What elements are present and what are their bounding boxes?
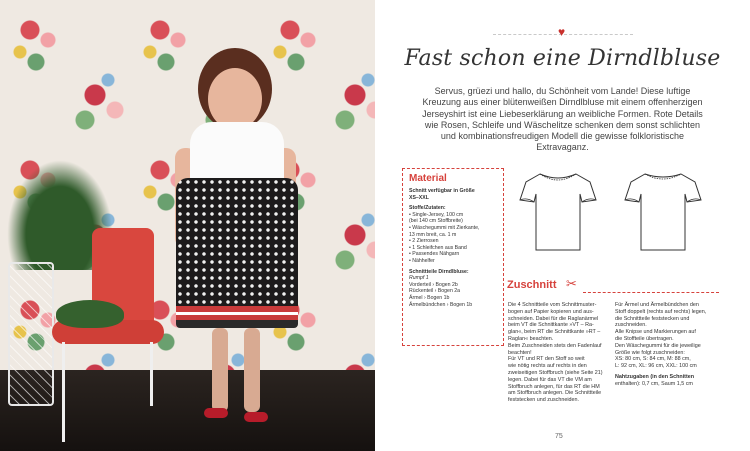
- page-number: 75: [555, 433, 563, 440]
- text-line: zweiseitigen Stoffbruch (siehe Seite 21): [508, 369, 603, 376]
- material-line: (bei 140 cm Stoffbreite): [409, 218, 463, 225]
- text-line: die Stoffteile übertragen.: [615, 335, 674, 342]
- material-heading: Material: [409, 173, 447, 184]
- intro-paragraph: Servus, grüezi und hallo, du Schönheit vom Lande! Diese luftige Kreuzung aus einer blütenweißen Dirndlbluse mit einem offenherzigen Jerseyshirt ist eine Liebeserklärung an weibliche Formen. Rote Details wie Rosen, Schleife und Wäschelitze schenken dem sonst schlichten und kombinationsfreudigen Modell die gewisse folkloristische Extravaganz.: [422, 86, 703, 153]
- text-line: feststecken und zuschneiden.: [508, 397, 580, 404]
- chair-leg: [62, 342, 65, 442]
- text-line: enthalten): 0,7 cm, Saum 1,5 cm: [615, 380, 693, 387]
- text-line: Für Ärmel und Ärmelbündchen den: [615, 302, 699, 308]
- text-line: Stoff doppelt (rechts auf rechts) legen,: [615, 308, 707, 315]
- material-line: • 2 Zierrosen: [409, 238, 439, 245]
- material-line: Rumpf 1: [409, 275, 429, 282]
- heart-icon: ♥: [558, 25, 566, 39]
- text-line: legen. Dabei für das VT die VM am: [508, 376, 592, 383]
- material-line: Schnittteile Dirndlbluse:: [409, 268, 469, 275]
- text-line: Stoffbruch anlegen, für das RT die HM: [508, 383, 600, 390]
- zuschnitt-heading: Zuschnitt: [507, 279, 557, 291]
- blouse-front-sketch: [518, 164, 598, 254]
- text-line: Raglan« beachten.: [508, 335, 554, 342]
- material-line: Stoffe/Zutaten:: [409, 205, 446, 212]
- material-line: Ärmel › Bogen 1b: [409, 294, 450, 301]
- material-line: Rückenteil › Bogen 2a: [409, 288, 461, 295]
- zuschnitt-text-col1: [508, 302, 604, 404]
- text-line: XS: 80 cm, S: 84 cm, M: 88 cm,: [615, 356, 691, 363]
- text-line: Die 4 Schnittteile vom Schnittmuster-: [508, 302, 597, 308]
- material-line: Ärmelbündchen › Bogen 1b: [409, 301, 473, 308]
- text-line: zuschneiden.: [615, 322, 647, 329]
- text-line: bogen auf Papier kopieren und aus-: [508, 308, 594, 315]
- material-line: Schnitt verfügbar in Größe: [409, 188, 475, 194]
- text-line: schneiden. Dabei für die Raglanärmel: [508, 315, 599, 322]
- text-line: beim VT die Schnittkante »VT – Ra-: [508, 322, 594, 329]
- material-line: 13 mm breit, ca. 1 m: [409, 231, 457, 238]
- red-shoe: [244, 412, 268, 422]
- model-head: [208, 68, 262, 130]
- page-title: Fast schon eine Dirndlbluse: [404, 46, 721, 71]
- text-line: Den Wäschegummi für die jeweilige: [615, 342, 701, 349]
- model-leg: [244, 328, 260, 412]
- text-page: [375, 0, 750, 451]
- material-line: • Passendes Nähgarn: [409, 251, 460, 258]
- model-woman: [170, 60, 300, 440]
- text-line: wie nötig rechts auf rechts in den: [508, 363, 587, 370]
- blouse-back-sketch: [623, 164, 703, 254]
- text-line: Für VT und RT den Stoff so weit: [508, 356, 585, 363]
- text-line: Alle Knipse und Markierungen auf: [615, 329, 696, 336]
- text-line: Größe wie folgt zuschneiden:: [615, 349, 685, 356]
- text-line: die Schnittteile feststecken und: [615, 315, 690, 322]
- material-line: • Single-Jersey, 100 cm: [409, 211, 464, 218]
- chair-leg: [150, 342, 153, 406]
- material-box: [402, 168, 504, 346]
- text-line: L: 92 cm, XL: 96 cm, XXL: 100 cm: [615, 363, 697, 370]
- text-line: Beim Zuschneiden stets den Fadenlauf: [508, 342, 602, 349]
- material-line: • Nähhelfer: [409, 257, 435, 264]
- scissors-icon: ✂: [566, 276, 577, 291]
- text-line: am Stoffbruch anlegen. Die Schnittteile: [508, 390, 602, 397]
- white-plant-stand: [8, 262, 54, 406]
- red-shoe: [204, 408, 228, 418]
- text-line: beachten!: [508, 349, 532, 356]
- polka-dot-skirt: [176, 178, 298, 328]
- material-line: Vorderteil › Bogen 2b: [409, 281, 458, 288]
- material-line: XS–XXL: [409, 194, 429, 201]
- dashed-rule: [583, 292, 719, 293]
- zuschnitt-text-col2: [615, 302, 721, 388]
- model-leg: [212, 328, 228, 412]
- text-line: glan«, beim RT die Schnittkante »RT –: [508, 329, 601, 336]
- material-line: • 1 Schleifchen aus Band: [409, 244, 467, 251]
- text-line: Nahtzugaben (in den Schnitten: [615, 373, 695, 380]
- material-line: • Wäschegummi mit Zierkante,: [409, 224, 480, 231]
- green-hat: [56, 300, 124, 328]
